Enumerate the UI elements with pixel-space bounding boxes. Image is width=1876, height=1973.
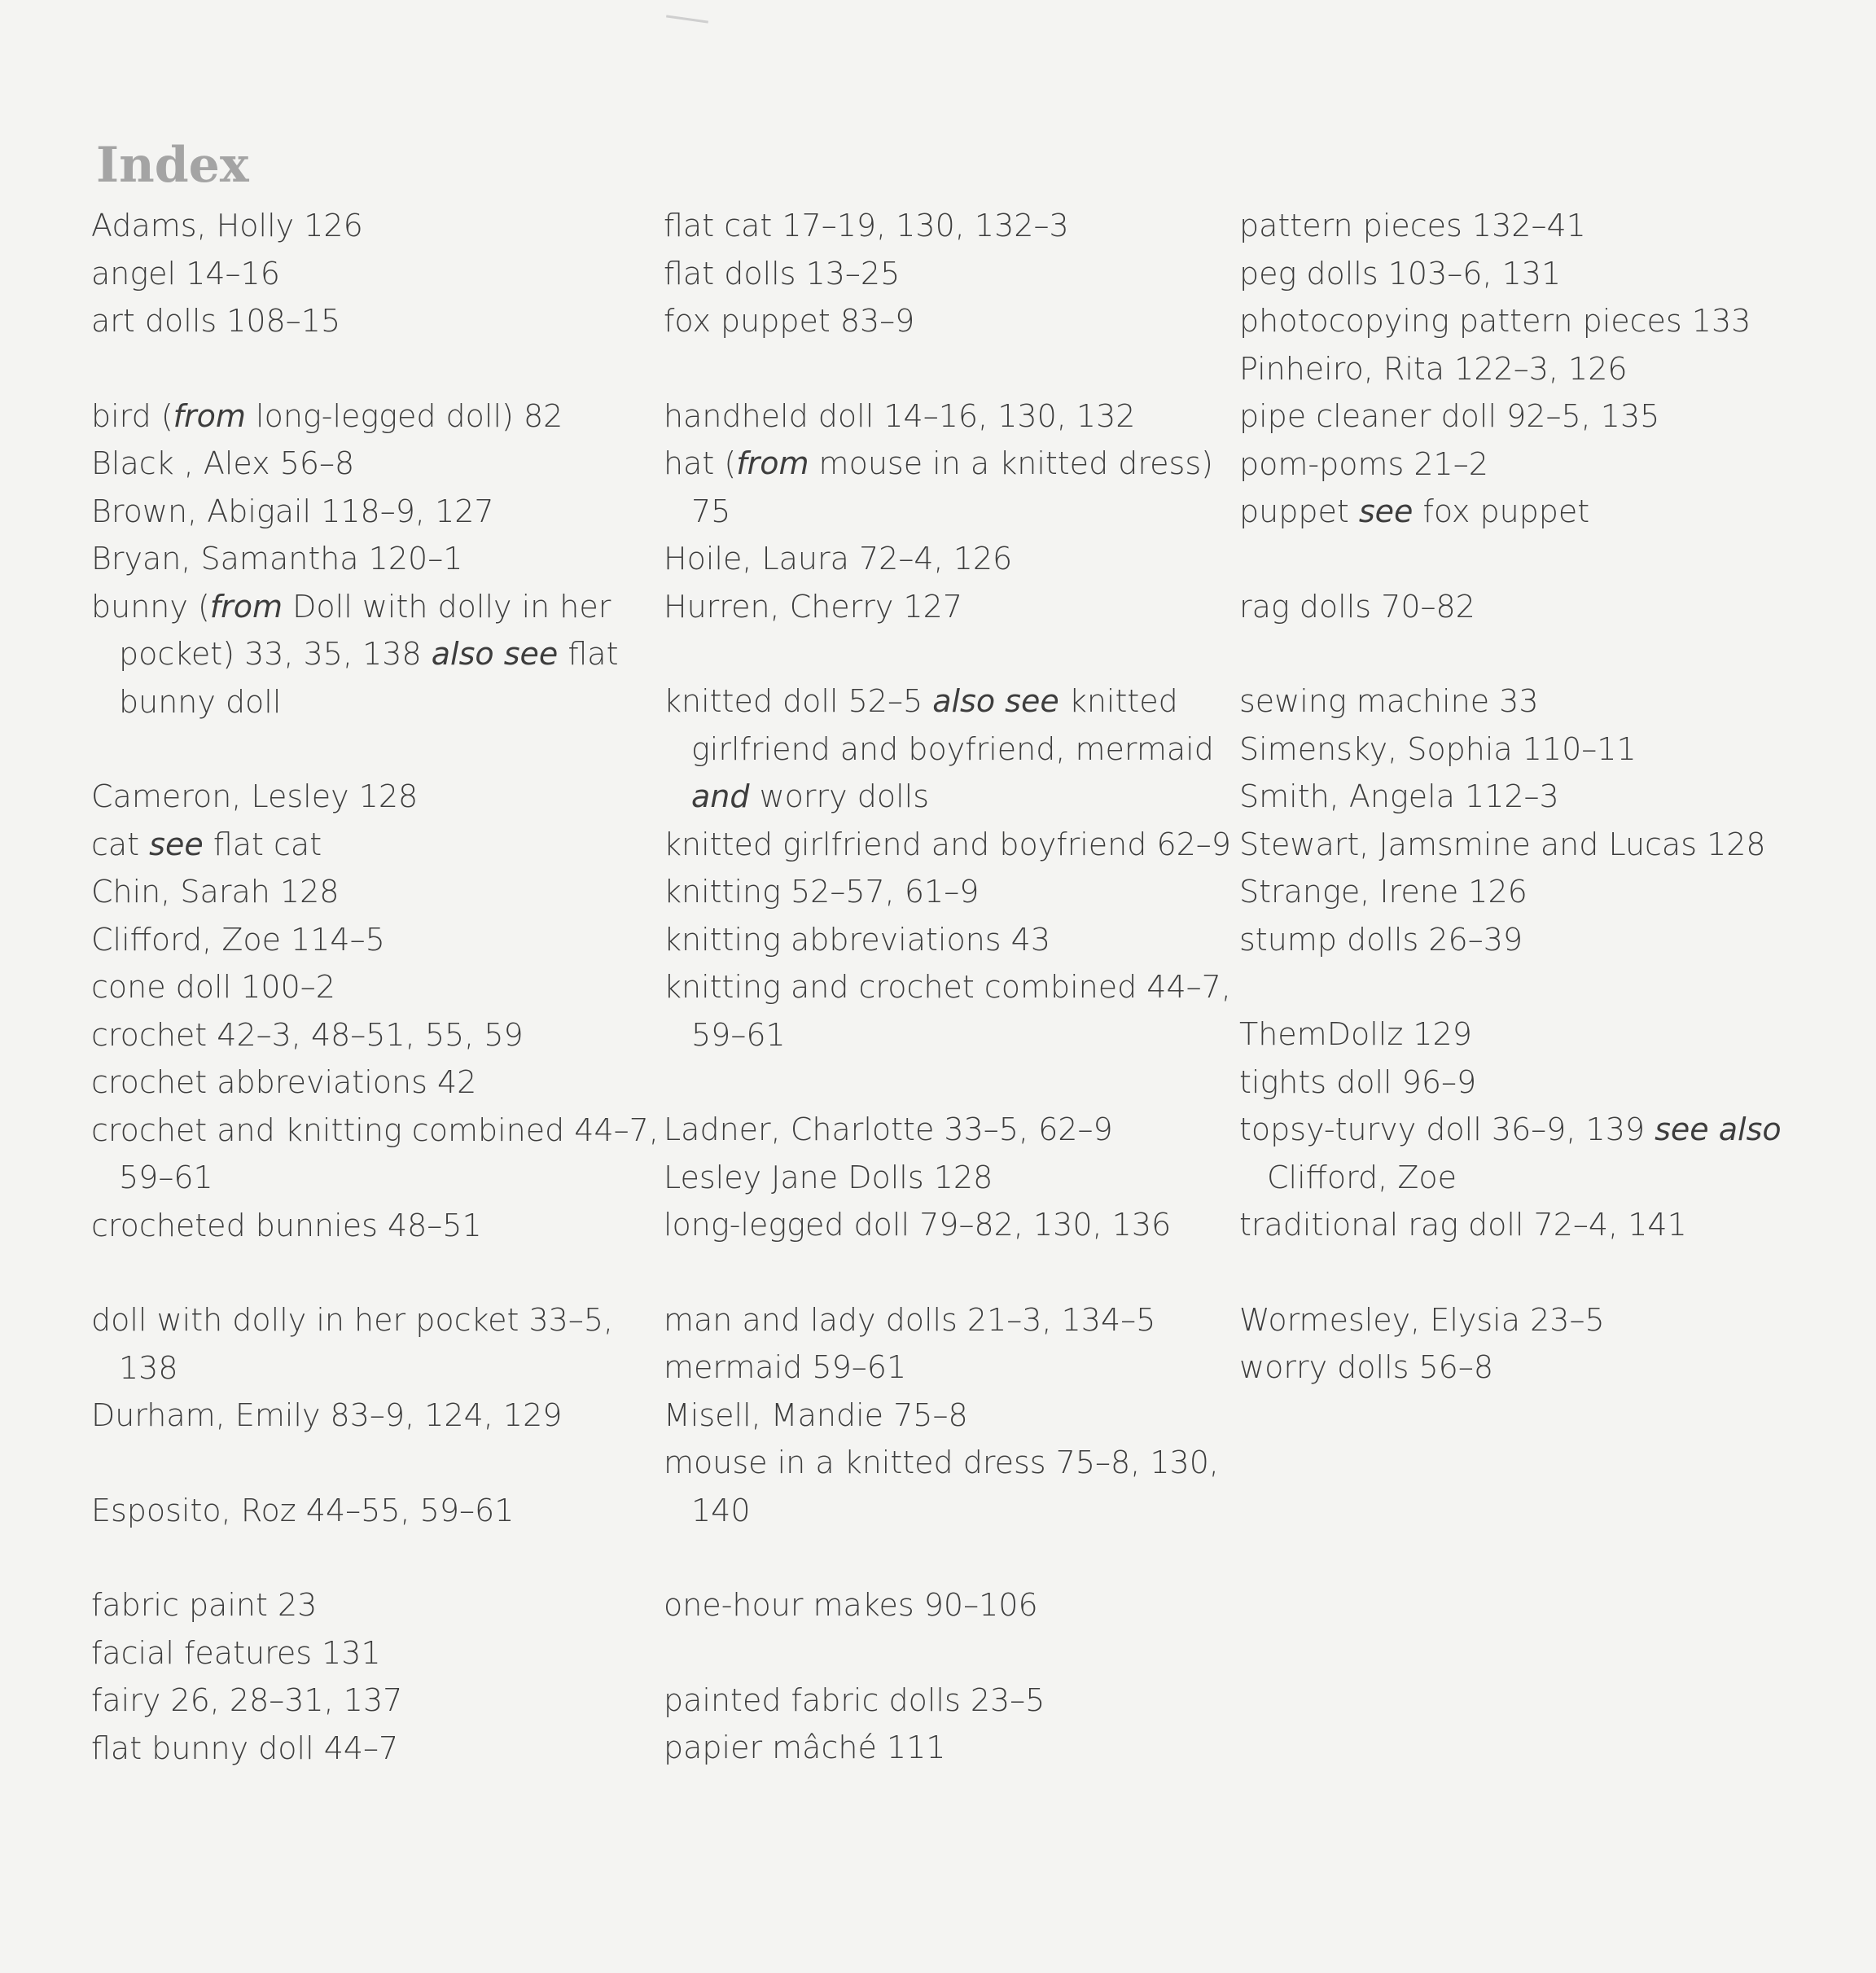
index-entry: bird (from long-legged doll) 82: [91, 397, 563, 434]
index-entry: worry dolls 56–8: [1239, 1349, 1494, 1385]
index-letter-group: [664, 392, 1234, 631]
index-entry: knitting 52–57, 61–9: [664, 874, 980, 910]
index-entry: stump dolls 26–39: [1239, 921, 1523, 958]
index-entry: papier mâché 111: [664, 1730, 946, 1765]
index-entry: Smith, Angela 112–3: [1239, 778, 1559, 814]
index-entry: cone doll 100–2: [91, 969, 335, 1005]
index-column-2: [664, 202, 1234, 1819]
index-entry: rag dolls 70–82: [1239, 588, 1475, 625]
index-entry: one-hour makes 90–106: [664, 1587, 1038, 1623]
index-entry: pipe cleaner doll 92–5, 135: [1239, 398, 1660, 434]
index-letter-group: [664, 677, 1234, 1059]
index-entry: hat (from mouse in a knitted dress) 75: [664, 445, 1213, 529]
index-letter-group: [1239, 1296, 1809, 1392]
page-mark: [666, 15, 708, 23]
index-column-3: [1239, 202, 1809, 1439]
index-entry: angel 14–16: [91, 255, 280, 292]
index-entry: traditional rag doll 72–4, 141: [1239, 1207, 1687, 1243]
index-entry: cat see flat cat: [91, 826, 322, 862]
index-entry: Brown, Abigail 118–9, 127: [91, 493, 494, 529]
index-entry: fabric paint 23: [91, 1587, 318, 1623]
index-entry: facial features 131: [91, 1634, 381, 1671]
index-entry: pattern pieces 132–41: [1239, 208, 1586, 243]
index-letter-group: [1239, 1011, 1809, 1249]
index-entry: Cameron, Lesley 128: [91, 778, 419, 814]
index-entry: doll with dolly in her pocket 33–5, 138: [91, 1302, 614, 1386]
index-entry: peg dolls 103–6, 131: [1239, 255, 1562, 292]
index-entry: crochet abbreviations 42: [91, 1064, 477, 1100]
index-entry: mermaid 59–61: [664, 1349, 907, 1385]
index-letter-group: [91, 1487, 661, 1535]
index-entry: crochet 42–3, 48–51, 55, 59: [91, 1016, 524, 1053]
index-letter-group: [91, 1581, 661, 1772]
index-entry: Bryan, Samantha 120–1: [91, 541, 463, 577]
index-letter-group: [1239, 677, 1809, 963]
index-entry: knitted girlfriend and boyfriend 62–9: [664, 826, 1231, 862]
index-entry: long-legged doll 79–82, 130, 136: [664, 1207, 1172, 1243]
index-entry: Strange, Irene 126: [1239, 874, 1528, 910]
index-entry: photocopying pattern pieces 133: [1239, 303, 1751, 339]
index-entry: tights doll 96–9: [1239, 1063, 1477, 1100]
index-column-1: [91, 202, 661, 1819]
index-entry: knitted doll 52–5 also see knitted girlfriend and boyfriend, mermaid and worry dolls: [664, 683, 1214, 814]
index-letter-group: [1239, 202, 1809, 536]
index-letter-group: [91, 392, 661, 726]
index-entry: pom-poms 21–2: [1239, 445, 1488, 482]
index-entry: Adams, Holly 126: [91, 208, 363, 243]
index-entry: Wormesley, Elysia 23–5: [1239, 1301, 1605, 1338]
index-letter-group: [91, 773, 661, 1249]
index-entry: art dolls 108–15: [91, 303, 341, 339]
index-letter-group: [664, 1677, 1234, 1772]
index-entry: Ladner, Charlotte 33–5, 62–9: [664, 1111, 1113, 1147]
page-title: Index: [96, 137, 249, 195]
index-entry: painted fabric dolls 23–5: [664, 1681, 1045, 1718]
index-entry: knitting and crochet combined 44–7, 59–61: [664, 969, 1231, 1053]
index-entry: Hurren, Cherry 127: [664, 588, 963, 625]
index-entry: Misell, Mandie 75–8: [664, 1396, 968, 1433]
index-letter-group: [91, 202, 661, 345]
index-entry: sewing machine 33: [1239, 683, 1539, 719]
index-entry: mouse in a knitted dress 75–8, 130, 140: [664, 1445, 1219, 1528]
index-letter-group: [1239, 583, 1809, 631]
index-entry: Durham, Emily 83–9, 124, 129: [91, 1397, 563, 1433]
index-entry: Pinheiro, Rita 122–3, 126: [1239, 350, 1628, 387]
index-entry: Esposito, Roz 44–55, 59–61: [91, 1492, 515, 1528]
index-entry: ThemDollz 129: [1239, 1016, 1472, 1052]
index-entry: flat dolls 13–25: [664, 255, 901, 292]
index-entry: topsy-turvy doll 36–9, 139 see also Clifford, Zoe: [1239, 1111, 1782, 1195]
index-entry: Black , Alex 56–8: [91, 445, 355, 481]
index-letter-group: [91, 1296, 661, 1440]
index-entry: handheld doll 14–16, 130, 132: [664, 397, 1136, 434]
index-letter-group: [664, 1581, 1234, 1629]
index-entry: bunny (from Doll with dolly in her pocket) 33, 35, 138 also see flat bunny doll: [91, 588, 619, 720]
index-entry: Hoile, Laura 72–4, 126: [664, 541, 1013, 577]
index-entry: Chin, Sarah 128: [91, 874, 340, 910]
index-entry: flat cat 17–19, 130, 132–3: [664, 208, 1069, 243]
index-entry: Stewart, Jamsmine and Lucas 128: [1239, 826, 1766, 862]
index-entry: Simensky, Sophia 110–11: [1239, 730, 1637, 767]
index-entry: crocheted bunnies 48–51: [91, 1207, 482, 1243]
index-letter-group: [664, 1106, 1234, 1249]
index-entry: man and lady dolls 21–3, 134–5: [664, 1301, 1156, 1338]
index-entry: flat bunny doll 44–7: [91, 1730, 399, 1766]
index-entry: fox puppet 83–9: [664, 303, 915, 339]
index-entry: Lesley Jane Dolls 128: [664, 1159, 993, 1195]
index-letter-group: [664, 202, 1234, 345]
index-entry: fairy 26, 28–31, 137: [91, 1682, 403, 1718]
index-entry: knitting abbreviations 43: [664, 921, 1051, 958]
index-entry: puppet see fox puppet: [1239, 493, 1590, 529]
index-letter-group: [664, 1296, 1234, 1535]
index-entry: Clifford, Zoe 114–5: [91, 921, 385, 958]
index-entry: crochet and knitting combined 44–7, 59–61: [91, 1111, 659, 1195]
